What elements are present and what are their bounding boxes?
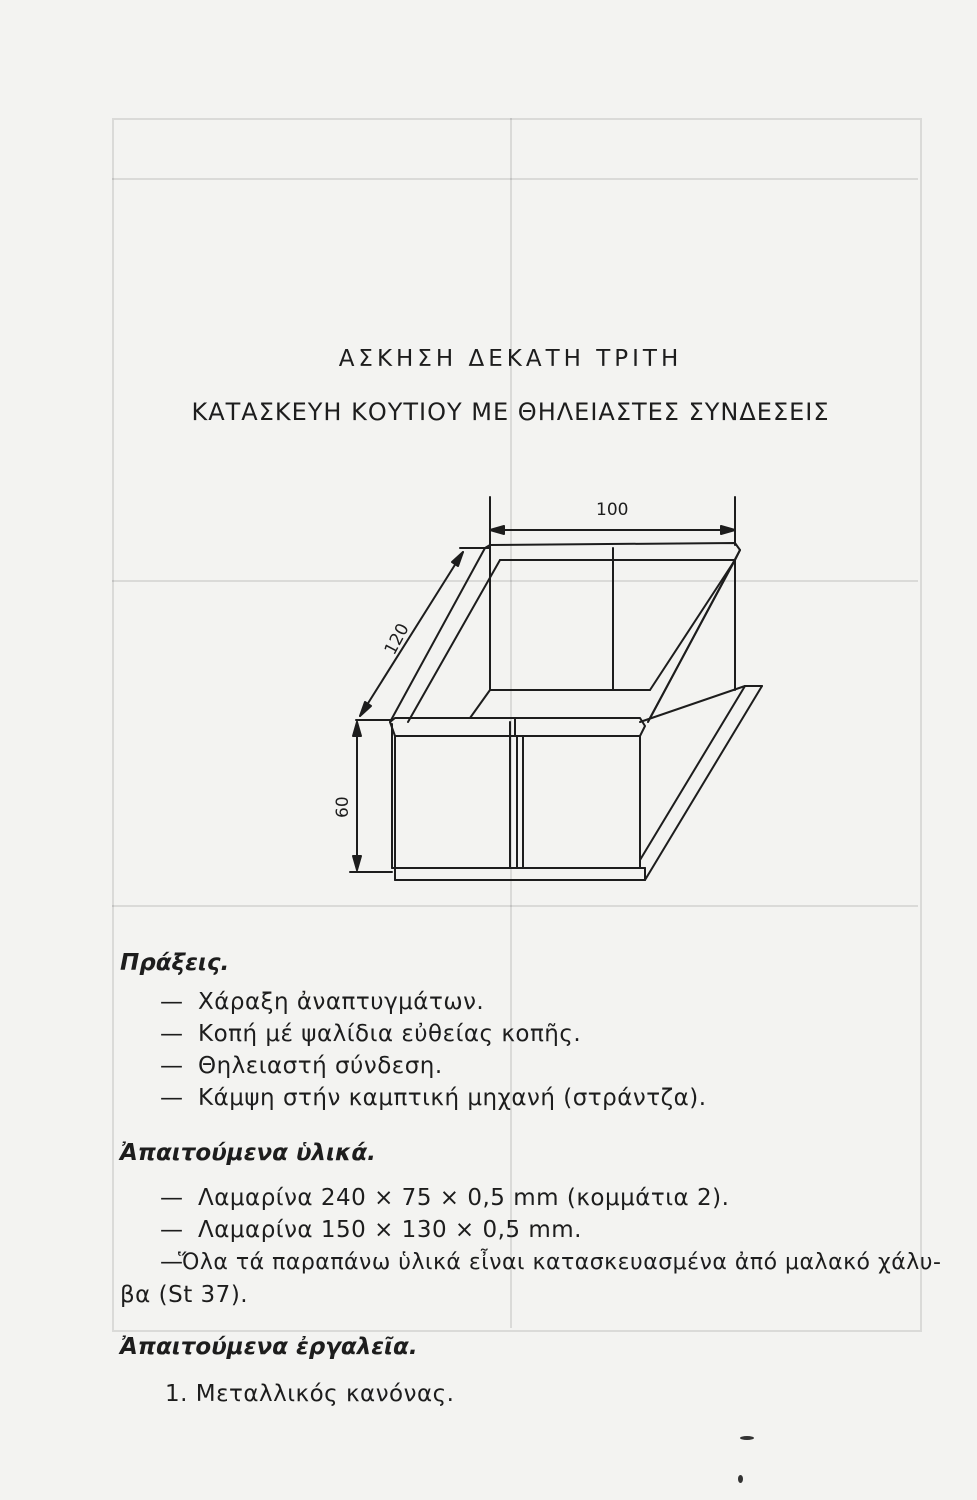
materials-heading: Ἀπαιτούμενα ὑλικά.: [120, 1140, 376, 1166]
arrowhead: [721, 526, 735, 534]
exercise-number: ΑΣΚΗΣΗ ΔΕΚΑΤΗ ΤΡΙΤΗ: [338, 346, 683, 372]
front-top-rim: [390, 718, 645, 736]
arrowhead: [490, 526, 504, 534]
dim-label-60: 60: [333, 796, 353, 818]
list-item: —Ὅλα τά παραπάνω ὑλικά εἶναι κατασκευασμένα ἀπό μαλακό χάλυ-: [160, 1249, 942, 1275]
arrowhead: [360, 702, 371, 716]
materials-continuation: βα (St 37).: [120, 1282, 249, 1308]
list-item: — Λαμαρίνα 240 × 75 × 0,5 mm (κομμάτια 2).: [160, 1185, 730, 1211]
list-item: — Κοπή μέ ψαλίδια εὐθείας κοπῆς.: [160, 1021, 582, 1047]
dim-label-120: 120: [380, 620, 414, 659]
list-item: — Κάμψη στήν καμπτική μηχανή (στράντζα).: [160, 1085, 707, 1111]
page-title: ΚΑΤΑΣΚΕΥΗ ΚΟΥΤΙΟΥ ΜΕ ΘΗΛΕΙΑΣΤΕΣ ΣΥΝΔΕΣΕΙΣ: [191, 398, 830, 426]
arrowhead: [353, 722, 361, 736]
actions-list: [160, 986, 707, 1114]
dust-speck: [738, 1475, 743, 1483]
flange: [640, 686, 745, 722]
actions-heading: Πράξεις.: [120, 950, 230, 976]
materials-list: [160, 1182, 941, 1279]
dimension-line-120: [360, 552, 463, 716]
dust-speck: [740, 1436, 754, 1440]
list-item: — Λαμαρίνα 150 × 130 × 0,5 mm.: [160, 1217, 582, 1243]
arrowhead: [353, 856, 361, 870]
tools-list: [165, 1378, 454, 1410]
arrowhead: [452, 552, 463, 566]
list-item: 1. Μεταλλικός κανόνας.: [165, 1381, 455, 1407]
list-item: — Χάραξη ἀναπτυγμάτων.: [160, 989, 485, 1015]
list-item: — Θηλειαστή σύνδεση.: [160, 1053, 443, 1079]
tools-heading: Ἀπαιτούμενα ἐργαλεῖα.: [120, 1334, 418, 1360]
dim-label-100: 100: [596, 500, 629, 520]
